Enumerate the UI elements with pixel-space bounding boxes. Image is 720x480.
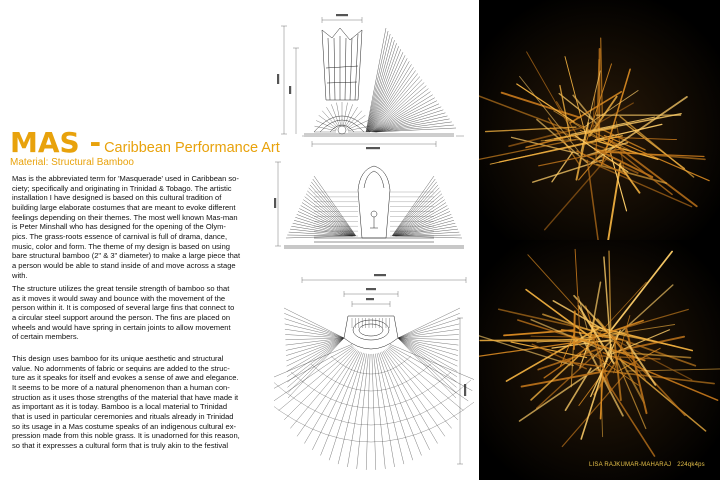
drawing-stroke [382, 352, 430, 450]
text-line: is Peter Minshall who has designed for the opening of the Olym- [12, 222, 226, 232]
drawing-stroke [285, 338, 344, 340]
ground-base [284, 238, 464, 248]
drawing-stroke [398, 313, 460, 338]
text-line: as it moves it would sway and bounce with the movement of the [12, 293, 226, 303]
drawing-stroke [372, 354, 376, 470]
plan-drawing [274, 268, 474, 480]
drawing-stroke [279, 348, 355, 411]
elevation-drawing-side [274, 8, 474, 158]
text-line: installation I have designed is based on this cultural tradition of [12, 193, 222, 203]
text-line: ciety; specifically and originating in Trinidad & Tobago. The artistic [12, 183, 232, 193]
diagonal-fin-lines [366, 28, 456, 132]
drawing-stroke [321, 352, 362, 455]
drawing-stroke [574, 311, 575, 349]
drawing-stroke [347, 354, 366, 467]
wing-fins [286, 176, 462, 238]
drawing-stroke [357, 354, 369, 469]
drawing-stroke [291, 372, 451, 408]
drawing-stroke [344, 104, 352, 126]
drawing-stroke [392, 182, 436, 236]
text-line: This design uses bamboo for its unique aesthetic and structural [12, 354, 224, 363]
text-line: so that it expresses a cultural form that is truly akin to the festival [12, 440, 229, 450]
drawing-stroke [309, 188, 356, 236]
drawing-stroke [388, 348, 464, 411]
paragraph-intro [12, 174, 268, 280]
drawing-stroke [337, 103, 341, 127]
drawing-stroke [376, 128, 456, 132]
drawing-stroke [329, 353, 363, 460]
drawing-stroke [297, 350, 358, 436]
drawing-stroke [345, 107, 357, 127]
drawing-stroke [372, 86, 427, 132]
title-material: Material: Structural Bamboo [10, 157, 134, 168]
text-line: person within it. It is composed of several large fins that connect to [12, 303, 235, 313]
text-line: feelings depending on their themes. The most well known Mas-man [12, 212, 238, 222]
drawing-stroke [398, 338, 457, 387]
drawing-stroke [398, 338, 457, 382]
drawing-stroke [366, 354, 370, 470]
text-line: so its usage in a Mas costume speaks of an indigenous cultural ex- [12, 421, 237, 431]
text-line: with. [12, 270, 28, 280]
title-subtitle: Caribbean Performance Art [104, 140, 280, 156]
drawing-stroke [274, 380, 471, 425]
photo-panel [479, 0, 720, 480]
drawing-stroke [398, 324, 459, 338]
drawing-stroke [379, 353, 413, 460]
central-body [358, 166, 390, 238]
drawing-stroke [480, 340, 591, 341]
drawing-stroke [398, 338, 456, 393]
drawing-stroke [390, 344, 474, 380]
drawing-stroke [368, 49, 401, 132]
dimension-ticks [277, 14, 380, 149]
text-line: ture as it speaks for itself and evokes a sense of awe and elegance. [12, 373, 239, 383]
drawing-stroke [384, 350, 445, 436]
drawing-stroke [303, 200, 354, 236]
drawing-stroke [311, 182, 355, 236]
drawing-stroke [396, 236, 462, 238]
text-line: building large elaborate costumes that are meant to evoke different [12, 202, 236, 212]
drawing-stroke [304, 351, 359, 443]
text-line: The structure utilizes the great tensile strength of bamboo so that [12, 284, 230, 293]
author-name: LISA RAJKUMAR-MAHARAJ [589, 462, 672, 468]
text-line: music, color and form. The theme of my design is based on using [12, 241, 230, 251]
plan-fin-lines [274, 308, 474, 470]
drawing-stroke [374, 110, 443, 132]
drawing-stroke [286, 236, 352, 238]
drawing-stroke [290, 229, 353, 236]
drawing-stroke [287, 338, 344, 366]
drawing-stroke [288, 338, 344, 398]
credit-line [589, 462, 705, 468]
drawing-stroke [375, 354, 394, 467]
project-code: 224qk4ps [677, 462, 705, 468]
drawing-stroke [326, 107, 338, 127]
drawing-stroke [287, 338, 344, 382]
text-line: a circular steel support around the person. The fins are placed on [12, 312, 231, 322]
text-line: pics. The grass-roots essence of carnival is full of drama, dance, [12, 231, 228, 241]
model-photo-top [479, 0, 720, 240]
drawing-stroke [331, 104, 339, 126]
vertical-fin [322, 28, 362, 100]
text-line: It seems to be more of a natural phenomenon than a human con- [12, 382, 230, 392]
title-row [10, 126, 280, 159]
drawing-stroke [312, 352, 360, 450]
drawing-stroke [286, 338, 344, 350]
drawing-stroke [368, 43, 397, 132]
paragraph-structure [12, 284, 268, 342]
drawing-stroke [383, 351, 438, 443]
text-line: pression made from this noble grass. It is unadorned for this reason, [12, 431, 240, 441]
text-line: bare structural bamboo (2" & 3" diameter) to make a large piece that [12, 251, 241, 261]
text-line: struction as it uses those strengths of the material that have made it [12, 392, 239, 402]
text-line: that is used in particular ceremonies and rituals already in Trinidad [12, 411, 234, 421]
text-line: a person would be able to stand inside of and move across a stage [12, 260, 236, 270]
drawing-stroke [398, 338, 457, 366]
drawing-stroke [286, 338, 344, 356]
elevation-drawing-front [274, 158, 474, 268]
dimension-ticks [274, 198, 276, 208]
drawing-stroke [343, 103, 347, 127]
drawing-stroke [398, 338, 458, 356]
drawing-stroke [322, 111, 338, 128]
drawing-stroke [398, 338, 458, 350]
text-line: wheels and would have spring in certain joints to allow movement [12, 322, 231, 332]
paragraph-material [12, 354, 268, 451]
drawing-stroke [285, 324, 344, 338]
drawing-stroke [395, 229, 458, 236]
drawing-stroke [368, 46, 399, 132]
drawing-stroke [393, 188, 440, 236]
drawing-stroke [274, 347, 353, 401]
drawing-stroke [374, 354, 386, 469]
drawing-stroke [367, 34, 391, 132]
drawing-stroke [346, 111, 362, 128]
text-line: as important as it is today. Bamboo is a local material to Trinidad [12, 402, 228, 412]
drawing-stroke [380, 352, 421, 455]
drawing-stroke [288, 338, 345, 387]
drawing-stroke [366, 31, 388, 132]
text-line: Mas is the abbreviated term for 'Masquerade' used in Caribbean so- [12, 174, 239, 183]
drawing-stroke [311, 364, 431, 391]
drawing-stroke [389, 347, 469, 401]
title-main: MAS - [10, 126, 102, 159]
drawing-stroke [284, 313, 344, 338]
title-block [10, 126, 280, 169]
drawing-stroke [394, 200, 445, 236]
drawing-stroke [288, 338, 344, 393]
model-photo-bottom [479, 240, 720, 480]
text-line: value. No adornments of fabric or sequins are added to the struc- [12, 363, 230, 373]
text-line: of certain members. [12, 332, 79, 342]
drawing-stroke [398, 338, 459, 340]
base-fan-ribs [314, 102, 370, 132]
